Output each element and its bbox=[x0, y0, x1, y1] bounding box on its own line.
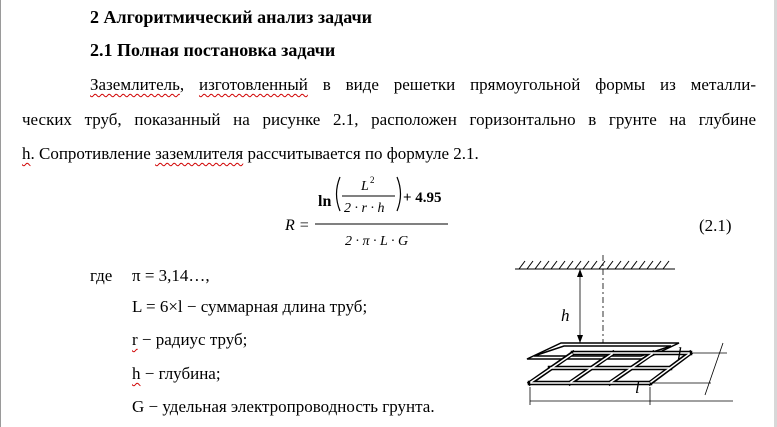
word-zazemlitel: Заземлитель bbox=[90, 75, 180, 94]
symbol-h: h bbox=[22, 144, 31, 163]
def-G: G − удельная электропроводность грунта. bbox=[132, 397, 435, 416]
def-pi: π = 3,14…, bbox=[132, 266, 210, 285]
formula-plus-term: + 4.95 bbox=[403, 190, 442, 206]
subsection-heading: 2.1 Полная постановка задачи bbox=[90, 40, 336, 60]
label-l-side: l bbox=[677, 344, 682, 363]
inner-denominator: 2 · r · h bbox=[344, 201, 385, 216]
text-fragment: − глубина; bbox=[140, 364, 221, 383]
depth-arrow-bottom bbox=[577, 335, 583, 343]
formula-number: (2.1) bbox=[699, 216, 732, 235]
symbol-h-def: h bbox=[132, 364, 141, 383]
paragraph-line-3 bbox=[22, 144, 479, 164]
word-zazemlitelya: заземлителя bbox=[155, 144, 244, 163]
resistance-formula bbox=[285, 170, 455, 250]
def-r bbox=[132, 330, 247, 350]
inner-exponent: 2 bbox=[370, 175, 375, 185]
label-l-bottom: l bbox=[635, 378, 640, 397]
word-izgotovlennyj: изготовленный bbox=[198, 75, 308, 94]
text-fragment: в виде решетки прямоугольной формы из металли- bbox=[307, 75, 757, 94]
label-h: h bbox=[561, 306, 570, 325]
section-heading: 2 Алгоритмический анализ задачи bbox=[90, 7, 373, 27]
formula-lhs: R = bbox=[285, 217, 310, 234]
formula-ln: ln bbox=[318, 193, 332, 210]
where-label: где bbox=[90, 266, 113, 285]
ground-hatching bbox=[519, 261, 669, 269]
def-h bbox=[132, 364, 221, 384]
text-fragment: . Сопротивление bbox=[30, 144, 156, 163]
right-paren bbox=[397, 177, 401, 211]
text-fragment: , bbox=[179, 75, 199, 94]
left-paren bbox=[337, 177, 341, 211]
inner-numerator: L bbox=[361, 179, 369, 194]
side-dimension-line bbox=[705, 343, 723, 395]
symbol-r: r bbox=[132, 330, 138, 349]
grounding-grid-figure bbox=[505, 255, 755, 420]
text-fragment: рассчитывается по формуле 2.1. bbox=[243, 144, 479, 163]
depth-arrow-top bbox=[577, 269, 583, 277]
formula-denominator: 2 · π · L · G bbox=[345, 234, 409, 249]
text-fragment: − радиус труб; bbox=[137, 330, 248, 349]
paragraph-line-1 bbox=[90, 75, 756, 95]
paragraph-line-2: ческих труб, показанный на рисунке 2.1, расположен горизонтально в грунте на глубине bbox=[22, 110, 756, 129]
page-left-edge bbox=[0, 0, 1, 427]
def-L: L = 6×l − суммарная длина труб; bbox=[132, 297, 368, 316]
